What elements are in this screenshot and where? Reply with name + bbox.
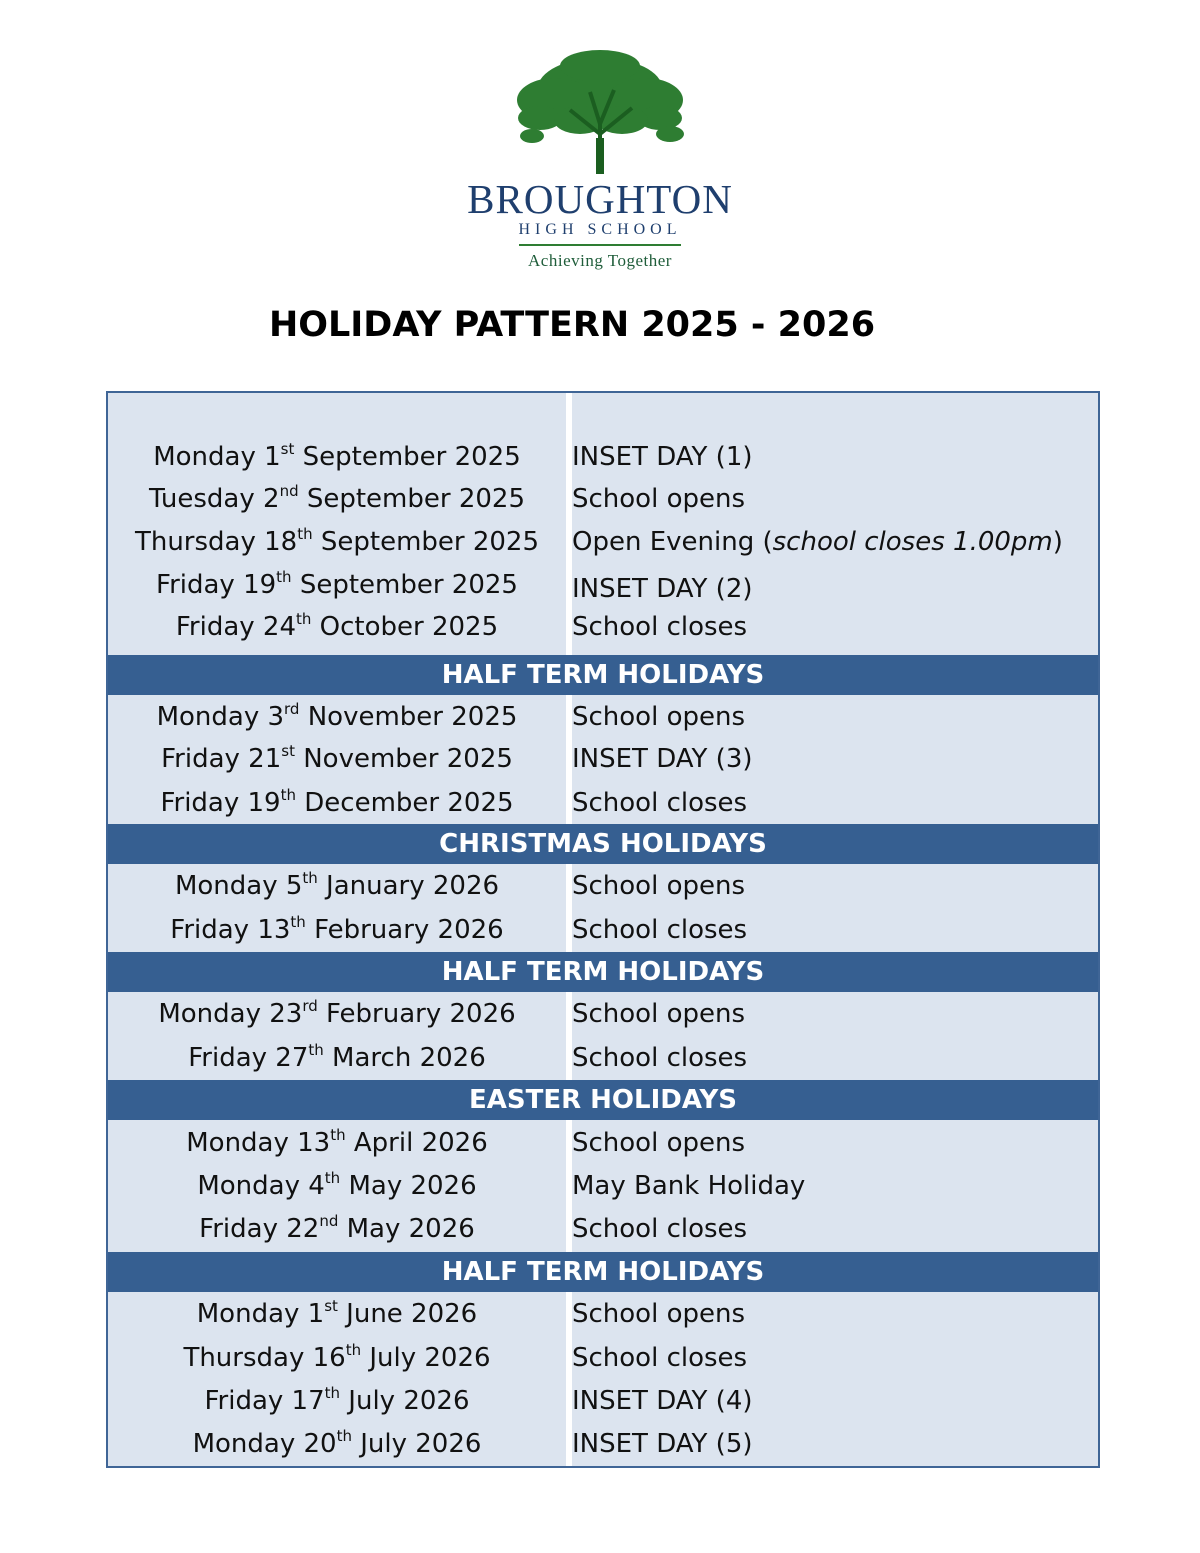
table-row <box>108 1038 1098 1078</box>
page-title: HOLIDAY PATTERN 2025 - 2026 <box>268 305 876 345</box>
table-row <box>108 1338 1098 1378</box>
event-cell: School closes <box>572 788 748 818</box>
table-row <box>108 1294 1098 1334</box>
holiday-band: CHRISTMAS HOLIDAYS <box>108 824 1098 864</box>
holiday-band: HALF TERM HOLIDAYS <box>108 1252 1098 1292</box>
event-cell: School opens <box>572 999 746 1029</box>
table-row <box>108 1424 1098 1464</box>
event-cell: School closes <box>572 915 748 945</box>
table-row <box>108 1123 1098 1163</box>
date-cell: Monday 5th January 2026 <box>174 869 500 901</box>
event-cell: INSET DAY (3) <box>572 744 753 774</box>
table-row <box>108 697 1098 737</box>
table-row <box>108 1209 1098 1249</box>
date-cell: Friday 13th February 2026 <box>170 913 504 945</box>
event-cell: School opens <box>572 484 746 514</box>
holiday-band: HALF TERM HOLIDAYS <box>108 655 1098 695</box>
school-logo <box>440 48 760 288</box>
date-cell: Friday 19th December 2025 <box>160 786 514 818</box>
holiday-table <box>106 391 1100 1468</box>
table-row <box>108 739 1098 779</box>
event-cell: School opens <box>572 1128 746 1158</box>
event-cell: School opens <box>572 1299 746 1329</box>
table-row <box>108 437 1098 477</box>
event-cell: School closes <box>572 1043 748 1073</box>
date-cell: Monday 13th April 2026 <box>186 1126 488 1158</box>
oak-tree-icon <box>510 48 690 176</box>
date-cell: Friday 22nd May 2026 <box>199 1212 475 1244</box>
event-cell: INSET DAY (2) <box>572 574 753 604</box>
event-cell: School closes <box>572 612 748 642</box>
school-tagline: Achieving Together <box>528 251 672 270</box>
event-cell: INSET DAY (1) <box>572 442 753 472</box>
holiday-band: HALF TERM HOLIDAYS <box>108 952 1098 992</box>
table-row <box>108 1166 1098 1206</box>
school-subtitle: HIGH SCHOOL <box>518 221 682 238</box>
date-cell: Friday 17th July 2026 <box>204 1384 470 1416</box>
event-cell: School closes <box>572 1214 748 1244</box>
table-row <box>108 522 1098 562</box>
date-cell: Friday 27th March 2026 <box>188 1041 486 1073</box>
event-cell: INSET DAY (4) <box>572 1386 753 1416</box>
date-cell: Tuesday 2nd September 2025 <box>148 482 526 514</box>
date-cell: Friday 21st November 2025 <box>161 742 513 774</box>
date-cell: Friday 24th October 2025 <box>175 610 499 642</box>
date-cell: Thursday 18th September 2025 <box>134 525 540 557</box>
logo-divider <box>519 244 681 246</box>
event-cell: School closes <box>572 1343 748 1373</box>
date-cell: Monday 1st June 2026 <box>196 1297 478 1329</box>
date-cell: Monday 4th May 2026 <box>197 1169 477 1201</box>
date-cell: Thursday 16th July 2026 <box>183 1341 491 1373</box>
event-cell: Open Evening (school closes 1.00pm) <box>572 527 1063 557</box>
table-row <box>108 910 1098 950</box>
school-name: BROUGHTON <box>467 176 733 222</box>
table-row <box>108 607 1098 647</box>
holiday-band: EASTER HOLIDAYS <box>108 1080 1098 1120</box>
table-row <box>108 479 1098 519</box>
date-cell: Monday 20th July 2026 <box>192 1427 482 1459</box>
date-cell: Monday 23rd February 2026 <box>158 997 516 1029</box>
date-cell: Monday 1st September 2025 <box>153 440 521 472</box>
table-row <box>108 783 1098 823</box>
event-cell: School opens <box>572 702 746 732</box>
table-row <box>108 1381 1098 1421</box>
event-cell: INSET DAY (5) <box>572 1429 753 1459</box>
date-cell: Friday 19th September 2025 <box>156 568 518 600</box>
event-cell: May Bank Holiday <box>572 1171 806 1201</box>
table-row <box>108 565 1098 605</box>
table-row <box>108 866 1098 906</box>
event-cell: School opens <box>572 871 746 901</box>
date-cell: Monday 3rd November 2025 <box>156 700 518 732</box>
table-row <box>108 994 1098 1034</box>
